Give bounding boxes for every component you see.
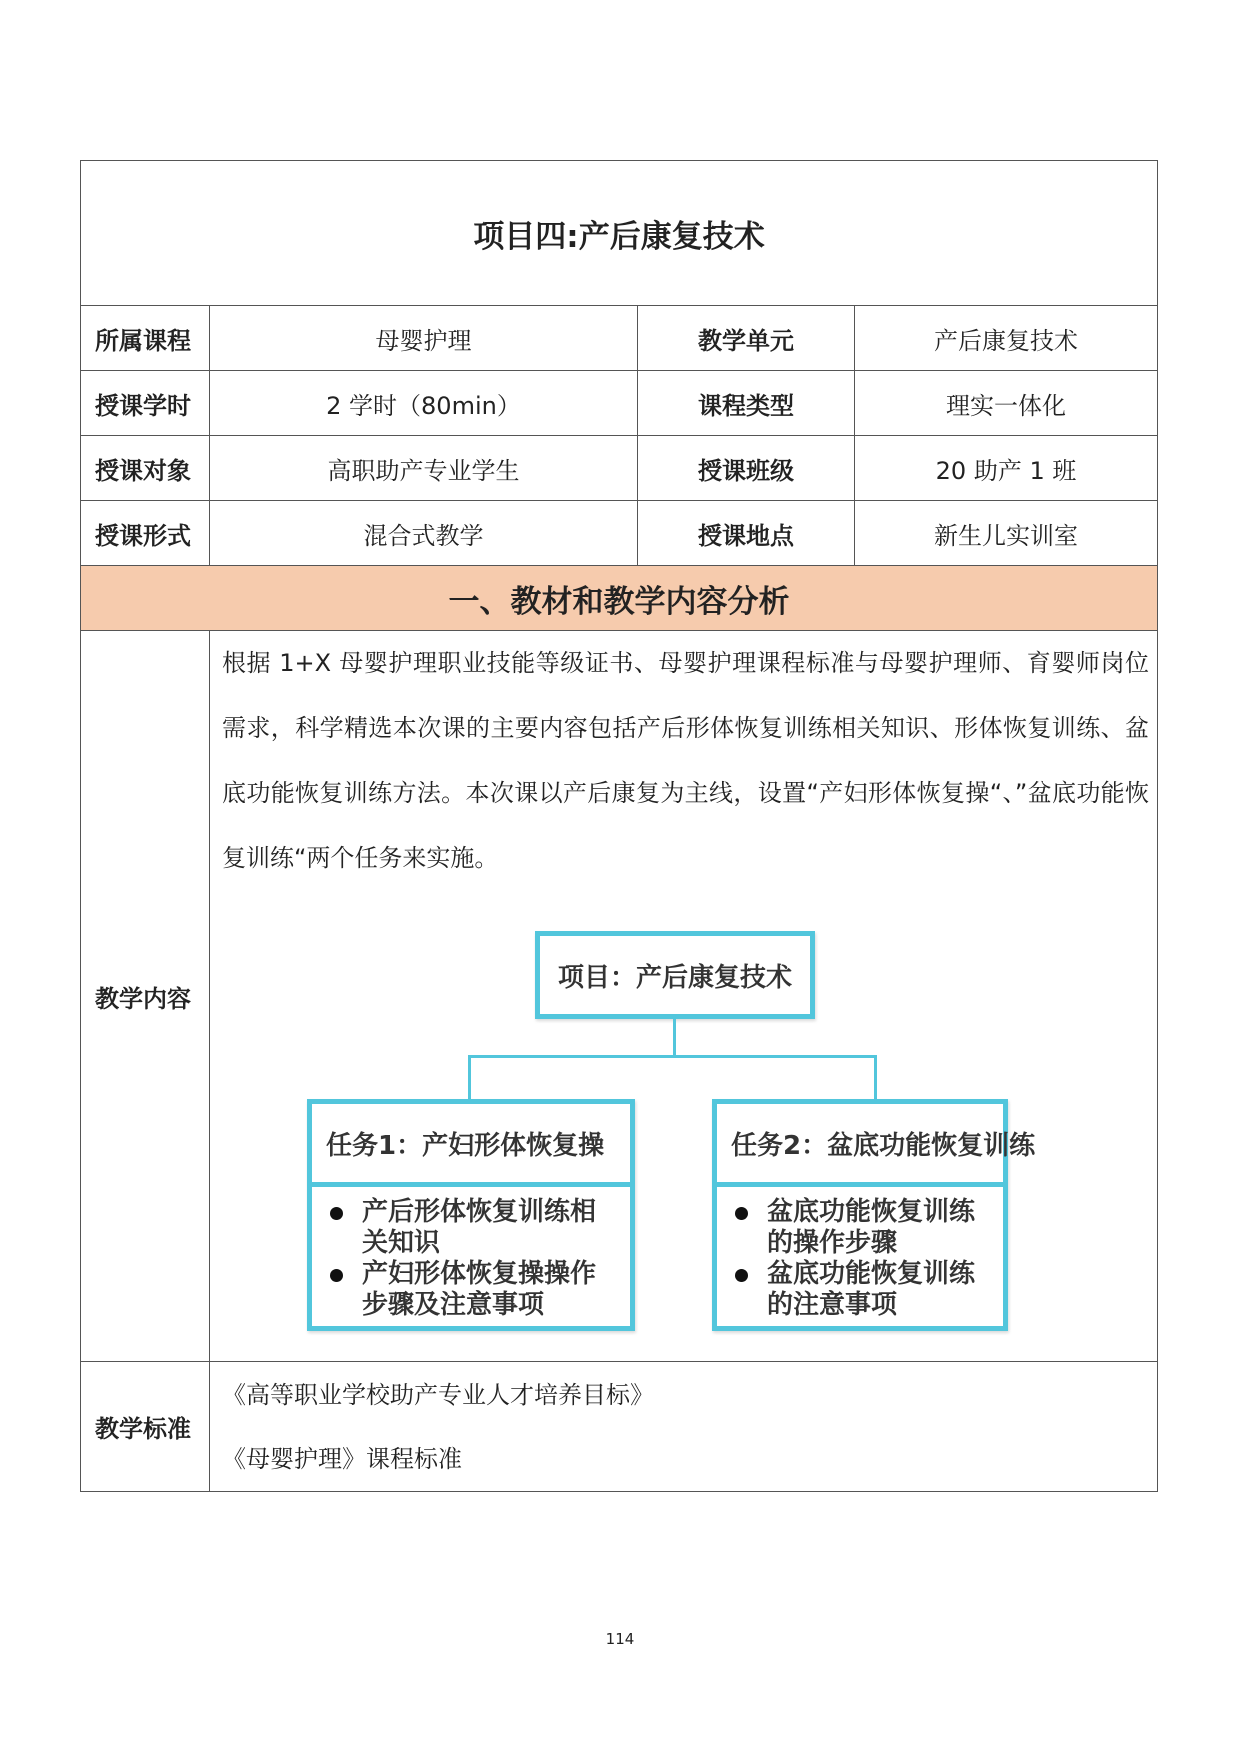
section-heading: 一、教材和教学内容分析 xyxy=(81,566,1158,631)
standard-label: 教学标准 xyxy=(81,1362,210,1492)
info-value: 2 学时（80min） xyxy=(210,371,638,436)
info-value: 理实一体化 xyxy=(855,371,1158,436)
info-label: 教学单元 xyxy=(638,306,855,371)
info-value: 高职助产专业学生 xyxy=(210,436,638,501)
info-label: 授课地点 xyxy=(638,501,855,566)
task1-item: 产后形体恢复训练相关知识 xyxy=(362,1197,597,1258)
info-row xyxy=(81,436,1158,501)
list-item xyxy=(326,1197,620,1259)
info-label: 授课班级 xyxy=(638,436,855,501)
diagram-connector xyxy=(468,1055,471,1099)
diagram-task1-box xyxy=(307,1099,635,1331)
lesson-plan-sheet xyxy=(80,160,1157,1492)
page-title: 项目四:产后康复技术 xyxy=(81,161,1158,306)
bullet-icon xyxy=(330,1207,343,1220)
info-row xyxy=(81,371,1158,436)
bullet-icon xyxy=(735,1207,748,1220)
info-value: 20 助产 1 班 xyxy=(855,436,1158,501)
diagram-task2-box xyxy=(712,1099,1036,1331)
task2-item: 盆底功能恢复训练的操作步骤 xyxy=(767,1197,976,1258)
diagram-connector xyxy=(468,1055,876,1058)
standard-cell xyxy=(210,1362,1158,1492)
task2-item: 盆底功能恢复训练的注意事项 xyxy=(767,1259,976,1320)
page-number: 114 xyxy=(605,1630,635,1648)
info-label: 授课学时 xyxy=(81,371,210,436)
list-item xyxy=(326,1259,620,1321)
info-value: 产后康复技术 xyxy=(855,306,1158,371)
info-value: 新生儿实训室 xyxy=(855,501,1158,566)
content-paragraph: 根据 1+X 母婴护理职业技能等级证书、母婴护理课程标准与母婴护理师、育婴师岗位需求，科学精选本次课的主要内容包括产后形体恢复训练相关知识、形体恢复训练、盆底功能恢复训练方法。本次课以产后康复为主线，设置“产妇形体恢复操“、”盆底功能恢复训练“两个任务来实施。 xyxy=(222,649,1150,872)
task1-list xyxy=(312,1187,630,1321)
bullet-icon xyxy=(330,1269,343,1282)
task2-list xyxy=(717,1187,1003,1321)
list-item xyxy=(731,1259,993,1321)
info-row xyxy=(81,306,1158,371)
bullet-icon xyxy=(735,1269,748,1282)
info-value: 混合式教学 xyxy=(210,501,638,566)
standard-line: 《母婴护理》课程标准 xyxy=(222,1444,462,1473)
diagram-connector xyxy=(673,1019,676,1057)
info-label: 课程类型 xyxy=(638,371,855,436)
structure-diagram xyxy=(222,891,1062,1341)
task2-title: 任务2：盆底功能恢复训练 xyxy=(717,1104,1003,1187)
standard-line: 《高等职业学校助产专业人才培养目标》 xyxy=(222,1380,654,1409)
task1-item: 产妇形体恢复操操作步骤及注意事项 xyxy=(362,1259,597,1320)
info-label: 授课形式 xyxy=(81,501,210,566)
lesson-plan-table xyxy=(80,160,1158,1492)
task1-title: 任务1：产妇形体恢复操 xyxy=(312,1104,630,1187)
info-value: 母婴护理 xyxy=(210,306,638,371)
list-item xyxy=(731,1197,993,1259)
info-label: 授课对象 xyxy=(81,436,210,501)
diagram-project-box: 项目：产后康复技术 xyxy=(535,931,815,1019)
info-row xyxy=(81,501,1158,566)
content-label: 教学内容 xyxy=(81,631,210,1362)
content-cell xyxy=(210,631,1158,1362)
info-label: 所属课程 xyxy=(81,306,210,371)
diagram-connector xyxy=(874,1055,877,1099)
